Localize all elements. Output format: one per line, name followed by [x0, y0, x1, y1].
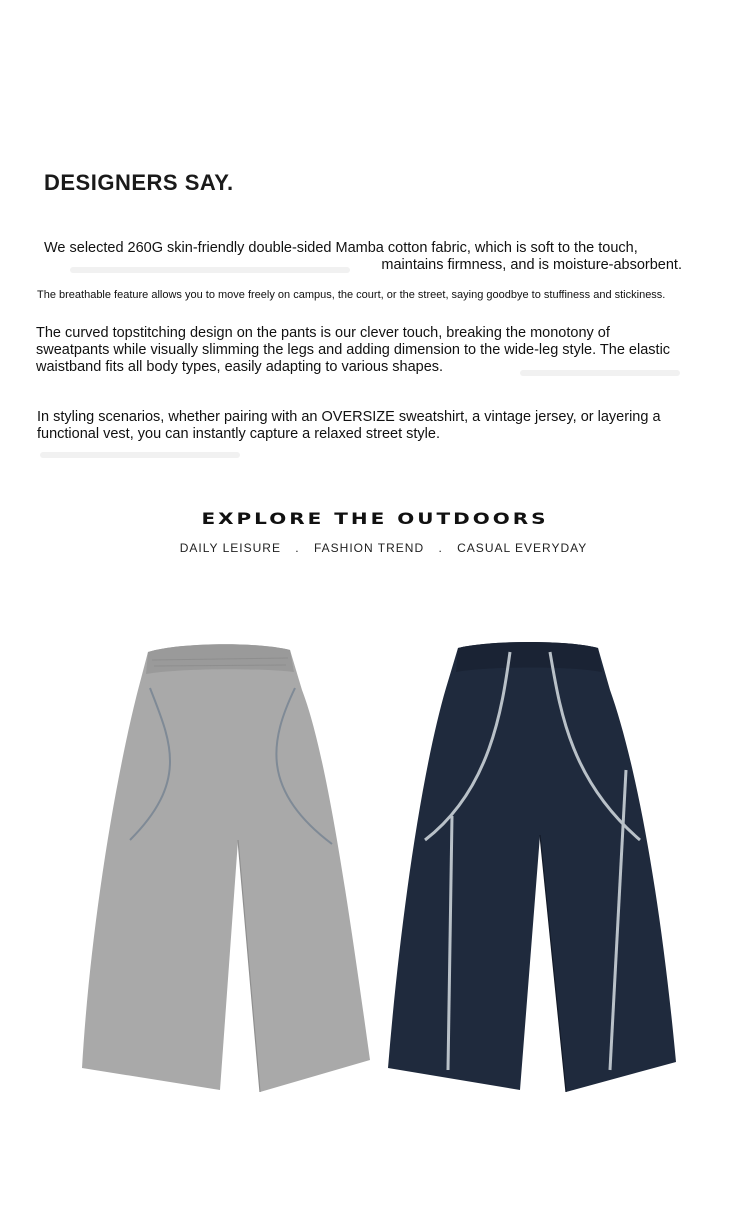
faded-text-line: [70, 267, 350, 273]
tag-fashion-trend: FASHION TREND: [313, 541, 425, 555]
page-title: DESIGNERS SAY.: [44, 170, 234, 195]
product-image-pair: [70, 630, 690, 1100]
fabric-line-1: We selected 260G skin-friendly double-sided Mamba cotton fabric, which is soft to the touch,: [44, 240, 638, 256]
tag-separator: .: [438, 541, 443, 555]
fabric-line-2: maintains firmness, and is moisture-absorbent.: [381, 257, 682, 273]
tag-casual-everyday: CASUAL EVERYDAY: [457, 541, 588, 555]
explore-title: EXPLORE THE OUTDOORS: [201, 509, 549, 528]
tag-separator: .: [295, 541, 300, 555]
tag-daily-leisure: DAILY LEISURE: [179, 541, 281, 555]
styling-paragraph: In styling scenarios, whether pairing with an OVERSIZE sweatshirt, a vintage jersey, or layering a functional vest, you can instantly capture a relaxed street style.: [37, 409, 661, 442]
design-paragraph: The curved topstitching design on the pants is our clever touch, breaking the monotony of sweatpants while visually slimming the legs and adding dimension to the wide-leg style. The elastic waistband fits all body types, easily adapting to various shapes.: [36, 325, 671, 375]
faded-text-line: [40, 452, 240, 458]
grey-pants-image: [82, 644, 370, 1092]
tagline: [0, 541, 750, 555]
navy-pants-image: [388, 642, 676, 1092]
breathable-paragraph: The breathable feature allows you to move freely on campus, the court, or the street, saying goodbye to stuffiness and stickiness.: [37, 289, 666, 301]
faded-text-line: [520, 370, 680, 376]
